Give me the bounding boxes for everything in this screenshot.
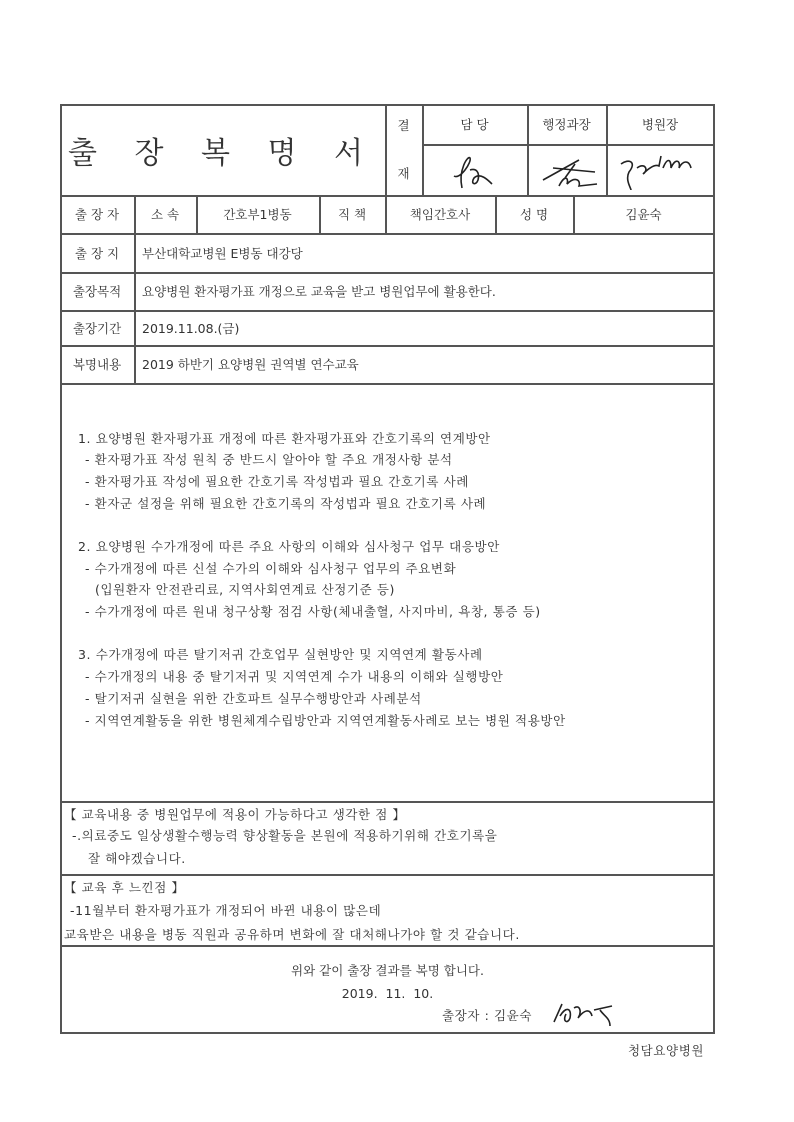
section-item: - 수가개정에 따른 신설 수가의 이해와 심사청구 업무의 주요변화 (85, 561, 457, 576)
border (60, 383, 715, 385)
section-item: - 탈기저귀 실현을 위한 간호파트 실무수행방안과 사례분석 (85, 691, 422, 706)
purpose-value: 요양병원 환자평가표 개정으로 교육을 받고 병원업무에 활용한다. (142, 284, 496, 299)
applicable-heading: 【 교육내용 중 병원업무에 적용이 가능하다고 생각한 점 】 (64, 807, 406, 822)
approval-col-admin-manager: 행정과장 (542, 117, 591, 132)
applicable-line: 잘 해야겠습니다. (88, 851, 186, 866)
signer: 출장자 : 김윤숙 (442, 1008, 533, 1023)
dept-value: 간호부1병동 (223, 207, 292, 222)
section-item: - 수가개정의 내용 중 탈기저귀 및 지역연계 수가 내용의 이해와 실행방안 (85, 669, 504, 684)
signature-director (615, 150, 710, 195)
place-label: 출 장 지 (74, 245, 120, 261)
border (60, 801, 715, 803)
approval-label-bottom: 재 (397, 166, 410, 181)
section-heading: 3. 수가개정에 따른 탈기저귀 간호업무 실현방안 및 지역연계 활동사례 (78, 647, 483, 662)
border (713, 104, 715, 1033)
place-value: 부산대학교병원 E병동 대강당 (142, 245, 303, 261)
border (60, 945, 715, 947)
section-item: - 환자군 설정을 위해 필요한 간호기록의 작성법과 필요 간호기록 사례 (85, 496, 487, 511)
impressions-heading: 【 교육 후 느낀점 】 (64, 880, 185, 895)
section-item: - 수가개정에 따른 원내 청구상황 점검 사항(체내출혈, 사지마비, 욕창, 통증 등) (85, 604, 541, 619)
position-label: 직 책 (337, 207, 367, 222)
approval-col-director: 병원장 (641, 117, 679, 132)
border (60, 874, 715, 876)
section-heading: 1. 요양병원 환자평가표 개정에 따른 환자평가표와 간호기록의 연계방안 (78, 431, 491, 446)
traveler-label: 출 장 자 (74, 207, 120, 222)
applicable-line: -.의료중도 일상생활수행능력 향상활동을 본원에 적용하기위해 간호기록을 (72, 828, 498, 843)
section-item: - 환자평가표 작성 원칙 중 반드시 알아야 할 주요 개정사항 분석 (85, 452, 453, 467)
approval-label-top: 결 (397, 118, 410, 133)
footer-hospital-name: 청담요양병원 (628, 1043, 705, 1058)
closing-statement: 위와 같이 출장 결과를 복명 합니다. (291, 963, 484, 978)
impressions-line: 교육받은 내용을 병동 직원과 공유하며 변화에 잘 대처해나가야 할 것 같습니다. (64, 927, 520, 942)
period-label: 출장기간 (72, 320, 122, 336)
approval-col-staff: 담 당 (460, 117, 489, 132)
content-label: 복명내용 (72, 357, 122, 372)
impressions-line: -11월부터 환자평가표가 개정되어 바뀐 내용이 많은데 (70, 903, 382, 918)
dept-label: 소 속 (150, 207, 180, 222)
section-item: (입원환자 안전관리료, 지역사회연계료 산정기준 등) (95, 582, 395, 597)
closing-date: 2019. 11. 10. (341, 985, 434, 1001)
signature-staff (440, 150, 510, 195)
page-title: 출 장 복 명 서 (67, 136, 378, 171)
purpose-label: 출장목적 (72, 284, 122, 299)
content-value: 2019 하반기 요양병원 권역별 연수교육 (142, 357, 359, 372)
name-value: 김윤숙 (625, 207, 662, 222)
period-value: 2019.11.08.(금) (142, 320, 240, 336)
section-item: - 지역연계활동을 위한 병원체계수립방안과 지역연계활동사례로 보는 병원 적용방안 (85, 713, 566, 728)
signature-admin-manager (535, 150, 605, 195)
name-label: 성 명 (519, 207, 549, 222)
signature-traveler (548, 996, 618, 1030)
position-value: 책임간호사 (409, 207, 471, 222)
border (60, 1032, 715, 1034)
section-item: - 환자평가표 작성에 필요한 간호기록 작성법과 필요 간호기록 사례 (85, 474, 469, 489)
section-heading: 2. 요양병원 수가개정에 따른 주요 사항의 이해와 심사청구 업무 대응방안 (78, 539, 500, 554)
border (422, 144, 715, 146)
